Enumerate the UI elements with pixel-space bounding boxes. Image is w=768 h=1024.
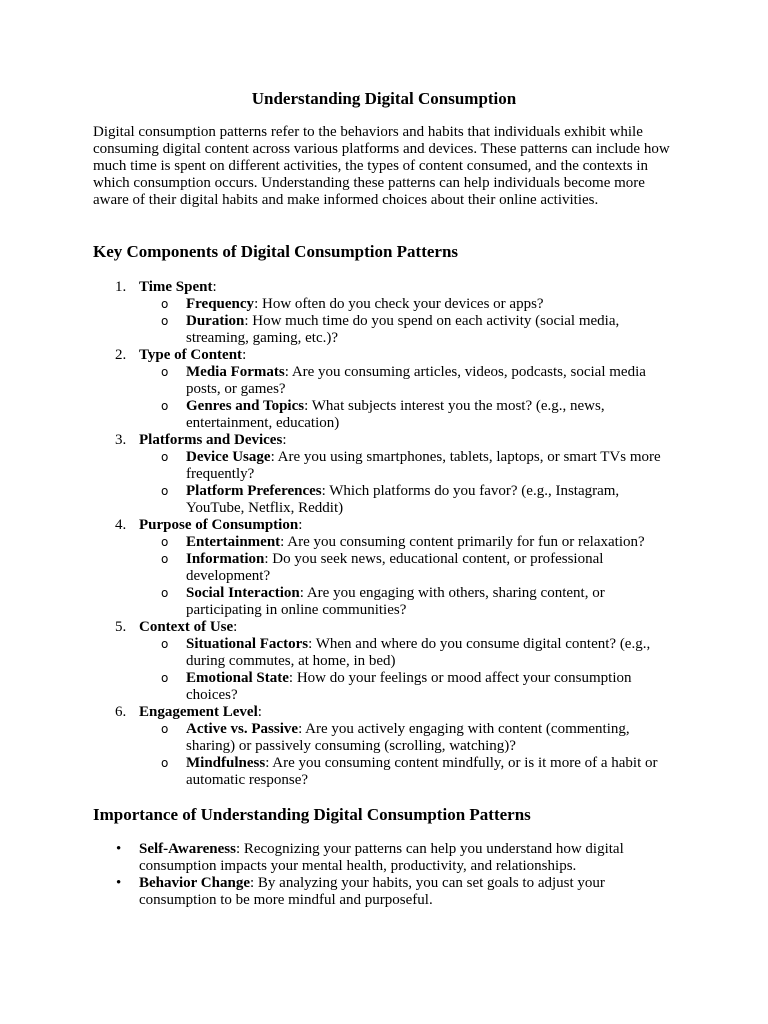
- sub-list: [139, 636, 693, 704]
- circle-bullet-icon: o: [161, 756, 169, 770]
- sub-list-item: [139, 551, 676, 585]
- circle-bullet-icon: o: [161, 399, 169, 413]
- list-number: 3.: [115, 432, 127, 448]
- list-item-label: Time Spent: [139, 279, 213, 295]
- sub-list-item: [139, 313, 676, 347]
- sub-list-item: [139, 296, 676, 313]
- list-item-colon: :: [242, 347, 247, 363]
- sub-item-text: : How often do you check your devices or apps?: [254, 296, 544, 312]
- circle-bullet-icon: o: [161, 535, 169, 549]
- list-item-label: Purpose of Consumption: [139, 517, 299, 533]
- sub-item-label: Emotional State: [186, 670, 289, 686]
- sub-item-text: : Are you consuming content mindfully, or is it more of a habit or automatic response?: [186, 755, 658, 788]
- sub-item-text: : Are you using smartphones, tablets, laptops, or smart TVs more frequently?: [186, 449, 661, 482]
- list-item-line: [139, 347, 693, 364]
- sub-item-label: Entertainment: [186, 534, 281, 550]
- sub-item-label: Device Usage: [186, 449, 271, 465]
- sub-list: [139, 721, 693, 789]
- sub-item-label: Frequency: [186, 296, 255, 312]
- sub-list-item: [139, 398, 676, 432]
- sub-list-item: [139, 670, 676, 704]
- sub-item-label: Media Formats: [186, 364, 285, 380]
- sub-item-label: Genres and Topics: [186, 398, 305, 414]
- bullet-icon: •: [116, 875, 122, 891]
- sub-item-label: Social Interaction: [186, 585, 300, 601]
- intro-paragraph: Digital consumption patterns refer to the behaviors and habits that individuals exhibit while consuming digital content across various platforms and devices. These patterns can include how much time is spent on different activities, the types of content consumed, and the contexts in which consumption occurs. Understanding these patterns can help individuals become more aware of their digital habits and make informed choices about their online activities.: [93, 124, 670, 208]
- list-item: [93, 704, 693, 789]
- bullet-icon: •: [116, 841, 122, 857]
- sub-item-text: : Are you consuming content primarily for fun or relaxation?: [280, 534, 645, 550]
- list-number: 4.: [115, 517, 127, 533]
- list-item-label: Behavior Change: [139, 875, 250, 891]
- list-item: [93, 619, 693, 704]
- circle-bullet-icon: o: [161, 586, 169, 600]
- list-item-line: [139, 704, 693, 721]
- list-item-label: Platforms and Devices: [139, 432, 283, 448]
- list-item-label: Self-Awareness: [139, 841, 236, 857]
- sub-item-label: Platform Preferences: [186, 483, 322, 499]
- list-number: 1.: [115, 279, 127, 295]
- list-item-line: [139, 432, 693, 449]
- list-item-colon: :: [282, 432, 287, 448]
- sub-list: [139, 534, 693, 619]
- circle-bullet-icon: o: [161, 637, 169, 651]
- sub-list-item: [139, 364, 676, 398]
- sub-list-item: [139, 721, 676, 755]
- circle-bullet-icon: o: [161, 450, 169, 464]
- sub-item-label: Active vs. Passive: [186, 721, 299, 737]
- sub-item-text: : When and where do you consume digital content? (e.g., during commutes, at home, in bed): [186, 636, 651, 669]
- sub-item-label: Duration: [186, 313, 245, 329]
- circle-bullet-icon: o: [161, 722, 169, 736]
- list-item: [93, 432, 693, 517]
- list-item-line: [139, 619, 693, 636]
- sub-item-text: : Are you consuming articles, videos, podcasts, social media posts, or games?: [186, 364, 646, 397]
- list-item-text: : Recognizing your patterns can help you understand how digital consumption impacts your mental health, productivity, and relationships.: [139, 841, 624, 874]
- sub-list-item: [139, 483, 676, 517]
- section-heading-key-components: Key Components of Digital Consumption Patterns: [93, 242, 459, 261]
- importance-list: [93, 841, 653, 909]
- section-heading-importance: Importance of Understanding Digital Consumption Patterns: [93, 805, 531, 824]
- sub-item-text: : Are you engaging with others, sharing content, or participating in online communities?: [186, 585, 605, 618]
- list-item-label: Context of Use: [139, 619, 234, 635]
- circle-bullet-icon: o: [161, 314, 169, 328]
- list-item-label: Type of Content: [139, 347, 243, 363]
- sub-item-label: Mindfulness: [186, 755, 266, 771]
- sub-list-item: [139, 585, 676, 619]
- sub-item-text: : Which platforms do you favor? (e.g., Instagram, YouTube, Netflix, Reddit): [186, 483, 620, 516]
- list-item-line: [139, 517, 693, 534]
- sub-list-item: [139, 755, 676, 789]
- list-item: [93, 517, 693, 619]
- list-item-text: : By analyzing your habits, you can set goals to adjust your consumption to be more mindful and purposeful.: [139, 875, 605, 908]
- sub-list-item: [139, 636, 676, 670]
- list-number: 5.: [115, 619, 127, 635]
- list-item-colon: :: [212, 279, 217, 295]
- list-number: 2.: [115, 347, 127, 363]
- list-item-label: Engagement Level: [139, 704, 258, 720]
- sub-item-text: : Do you seek news, educational content, or professional development?: [186, 551, 604, 584]
- sub-list-item: [139, 534, 676, 551]
- list-item-colon: :: [257, 704, 262, 720]
- list-item: [93, 875, 653, 909]
- circle-bullet-icon: o: [161, 671, 169, 685]
- key-components-list: [93, 279, 693, 789]
- sub-item-label: Information: [186, 551, 265, 567]
- sub-item-label: Situational Factors: [186, 636, 309, 652]
- list-item: [93, 279, 693, 347]
- sub-list: [139, 449, 693, 517]
- list-item-colon: :: [233, 619, 238, 635]
- circle-bullet-icon: o: [161, 552, 169, 566]
- list-number: 6.: [115, 704, 127, 720]
- sub-item-text: : How do your feelings or mood affect your consumption choices?: [186, 670, 632, 703]
- list-item-colon: :: [298, 517, 303, 533]
- sub-item-text: : Are you actively engaging with content (commenting, sharing) or passively consuming (scrolling, watching)?: [186, 721, 630, 754]
- sub-item-text: : How much time do you spend on each activity (social media, streaming, gaming, etc.)?: [186, 313, 620, 346]
- sub-list-item: [139, 449, 676, 483]
- list-item-line: [139, 279, 693, 296]
- list-item: [93, 347, 693, 432]
- circle-bullet-icon: o: [161, 484, 169, 498]
- circle-bullet-icon: o: [161, 297, 169, 311]
- list-item: [93, 841, 653, 875]
- sub-list: [139, 296, 693, 347]
- sub-item-text: : What subjects interest you the most? (e.g., news, entertainment, education): [186, 398, 605, 431]
- sub-list: [139, 364, 693, 432]
- document-title: Understanding Digital Consumption: [251, 89, 517, 108]
- circle-bullet-icon: o: [161, 365, 169, 379]
